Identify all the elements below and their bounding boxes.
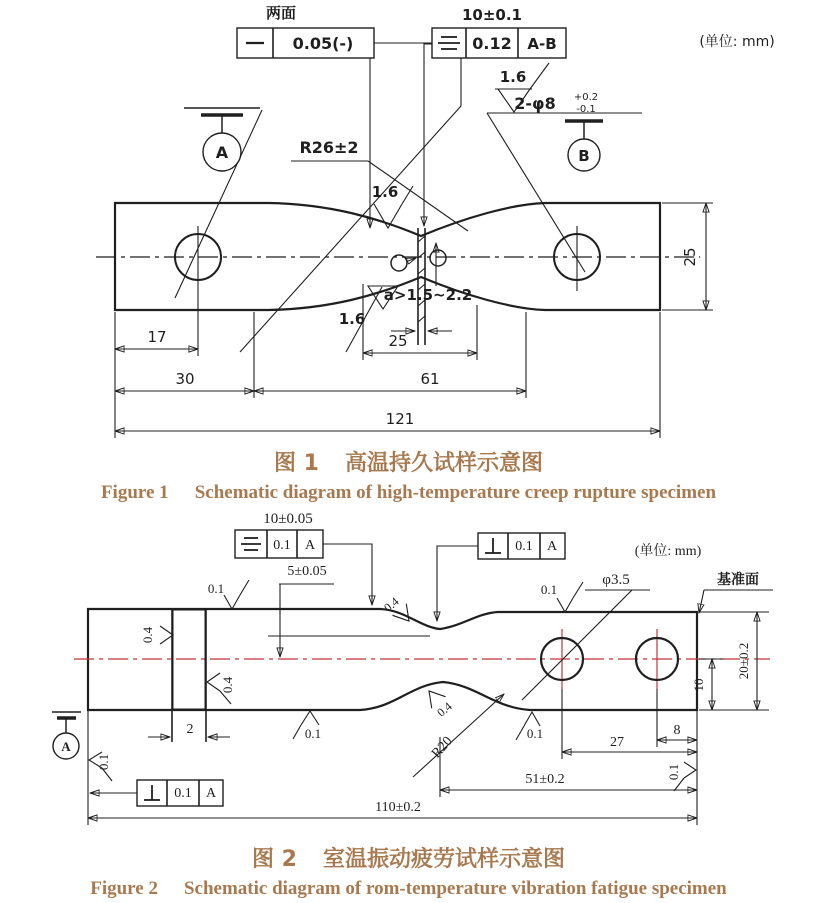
symmetry-datum: A bbox=[304, 538, 316, 553]
datum-b-symbol bbox=[565, 121, 603, 171]
roughness-top-right bbox=[541, 582, 583, 612]
figure2-caption bbox=[0, 842, 817, 900]
figure1-caption bbox=[0, 446, 817, 504]
roughness-bottom-left bbox=[293, 711, 321, 741]
dim-value: 25 bbox=[388, 332, 408, 350]
notch-marker-right bbox=[430, 250, 446, 266]
roughness-strip-left bbox=[140, 626, 173, 644]
figure2-caption-en-label: Figure 2 bbox=[90, 878, 158, 899]
figure2-caption-zh-text: 室温振动疲劳试样示意图 bbox=[322, 847, 565, 872]
symmetry-callout bbox=[432, 6, 566, 58]
dim-8 bbox=[657, 689, 697, 747]
figure1-caption-zh bbox=[0, 446, 817, 477]
roughness-left-edge bbox=[89, 752, 112, 781]
dim-value: 2 bbox=[186, 722, 194, 737]
holes-label: 2-φ8 bbox=[514, 94, 556, 113]
dim-value: 20±0.2 bbox=[736, 642, 751, 680]
symmetry-value: 0.12 bbox=[472, 34, 512, 53]
perp-value: 0.1 bbox=[174, 786, 192, 801]
figure1-caption-zh-text: 高温持久试样示意图 bbox=[344, 451, 543, 476]
roughness-value: 0.1 bbox=[666, 763, 681, 781]
roughness-strip-top bbox=[208, 580, 249, 609]
unit-note: (单位: mm) bbox=[634, 544, 702, 559]
dim-17 bbox=[115, 291, 198, 356]
roughness-right-edge bbox=[666, 762, 696, 791]
roughness-value: 0.4 bbox=[140, 626, 155, 644]
dim-value: 8 bbox=[673, 723, 681, 738]
figure1-drawing bbox=[0, 0, 817, 445]
dim-over-fcf: 10±0.05 bbox=[263, 511, 313, 527]
dim-value: 10 bbox=[691, 678, 706, 692]
radius-label: R20 bbox=[429, 733, 456, 762]
roughness-notch-top bbox=[381, 591, 416, 627]
roughness-notch-bottom bbox=[422, 685, 456, 720]
roughness-value: 0.1 bbox=[540, 582, 558, 597]
dim-value: 25 bbox=[681, 247, 699, 267]
datum-b-label: B bbox=[578, 147, 590, 165]
dim-strip-2 bbox=[148, 722, 230, 737]
dim-value: 121 bbox=[385, 410, 415, 428]
symmetry-value: 0.1 bbox=[273, 538, 291, 553]
roughness-value: 1.6 bbox=[371, 183, 399, 201]
figure2-caption-zh-label: 图 2 bbox=[252, 847, 297, 872]
roughness-value: 0.4 bbox=[381, 594, 402, 615]
dim-value: 51±0.2 bbox=[525, 772, 565, 787]
perp-value: 0.1 bbox=[515, 539, 533, 554]
dim-value: 17 bbox=[147, 328, 167, 346]
figure2-caption-zh bbox=[0, 842, 817, 873]
dim-value: 5±0.05 bbox=[287, 564, 327, 579]
dim-over-fcf: 10±0.1 bbox=[461, 6, 523, 24]
holes-tol-upper: +0.2 bbox=[573, 92, 599, 103]
roughness-value: 0.4 bbox=[220, 676, 235, 694]
roughness-value: 1.6 bbox=[338, 310, 366, 328]
hole-label: φ3.5 bbox=[602, 572, 630, 588]
symmetry-callout-2 bbox=[235, 511, 372, 605]
dim-110 bbox=[88, 710, 697, 825]
roughness-bottom-mid bbox=[516, 712, 543, 741]
figure1-caption-en-label: Figure 1 bbox=[100, 482, 169, 503]
roughness-hole-value: 1.6 bbox=[499, 68, 527, 86]
datum-a-label: A bbox=[215, 143, 229, 162]
flatness-callout bbox=[237, 4, 374, 58]
holes-tol-lower: -0.1 bbox=[576, 104, 596, 115]
perp-datum: A bbox=[205, 786, 217, 801]
datum-plane-label: 基准面 bbox=[717, 573, 759, 588]
radius-label: R26±2 bbox=[299, 138, 359, 157]
notch-marker-left bbox=[391, 255, 407, 271]
datum-a-label: A bbox=[61, 739, 71, 754]
holes-callout bbox=[487, 63, 642, 272]
roughness-value: 0.1 bbox=[207, 581, 225, 596]
dim-30 bbox=[115, 312, 254, 398]
radius-callout-2 bbox=[413, 694, 504, 777]
right-hole bbox=[554, 226, 600, 291]
dim-51 bbox=[440, 737, 697, 797]
flatness-value: 0.05(-) bbox=[292, 34, 354, 53]
figure2-drawing bbox=[0, 505, 817, 840]
dim-20 bbox=[699, 612, 769, 710]
roughness-value: 0.1 bbox=[526, 726, 544, 741]
dim-value: 110±0.2 bbox=[375, 800, 421, 815]
notch-depth-label: a>1.5~2.2 bbox=[383, 286, 473, 304]
figure1-caption-en-text: Schematic diagram of high-temperature creep rupture specimen bbox=[194, 482, 717, 503]
symmetry-datum: A-B bbox=[527, 35, 557, 53]
left-hole bbox=[175, 226, 221, 291]
roughness-strip-right bbox=[207, 673, 235, 704]
dim-value: 61 bbox=[420, 370, 440, 388]
datum-plane-callout bbox=[699, 571, 773, 613]
datum-a-symbol-2 bbox=[52, 712, 81, 759]
roughness-value: 0.1 bbox=[96, 753, 111, 771]
figure1-caption-zh-label: 图 1 bbox=[274, 451, 319, 476]
unit-note: (单位: mm) bbox=[699, 34, 775, 50]
perpendicularity-callout-bottom bbox=[90, 780, 223, 806]
figure1-caption-en bbox=[0, 482, 817, 504]
dim-121 bbox=[115, 312, 660, 438]
roughness-value: 0.4 bbox=[434, 699, 455, 720]
dim-half-width bbox=[268, 564, 430, 657]
both-faces-note: 两面 bbox=[265, 4, 297, 22]
figure2-caption-en bbox=[0, 878, 817, 900]
roughness-value: 0.1 bbox=[304, 726, 322, 741]
dim-value: 27 bbox=[610, 735, 624, 750]
dim-61 bbox=[254, 312, 526, 398]
figure2-caption-en-text: Schematic diagram of rom-temperature vibration fatigue specimen bbox=[183, 878, 727, 899]
perpendicularity-callout-top bbox=[437, 533, 565, 621]
dim-10 bbox=[691, 659, 723, 710]
perp-datum: A bbox=[546, 539, 558, 554]
dim-width-25 bbox=[662, 203, 713, 310]
dim-value: 30 bbox=[175, 370, 195, 388]
